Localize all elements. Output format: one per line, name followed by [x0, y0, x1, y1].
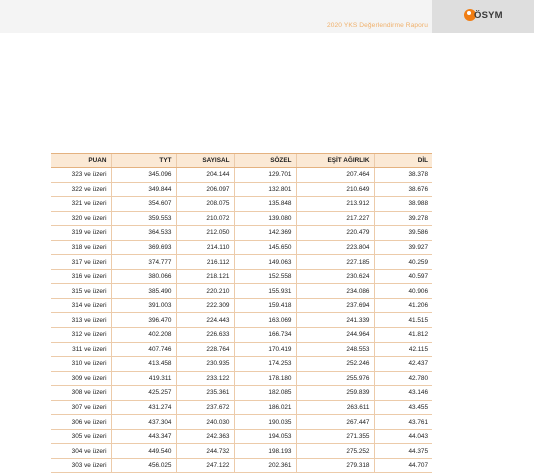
column-header-sayisal: SAYISAL	[176, 154, 234, 168]
cell-esit-agirlik: 248.553	[296, 342, 374, 357]
cell-puan: 314 ve üzeri	[51, 298, 111, 313]
cell-sayisal: 242.363	[176, 429, 234, 444]
cell-tyt: 425.257	[111, 386, 176, 401]
cell-sozel: 139.080	[234, 211, 296, 226]
column-header-esit-agirlik: EŞİT AĞIRLIK	[296, 154, 374, 168]
cell-sozel: 166.734	[234, 328, 296, 343]
cell-sozel: 163.069	[234, 313, 296, 328]
cell-puan: 319 ve üzeri	[51, 226, 111, 241]
cell-esit-agirlik: 255.976	[296, 371, 374, 386]
cell-dil: 43.455	[374, 400, 432, 415]
cell-sozel: 155.931	[234, 284, 296, 299]
cell-tyt: 402.208	[111, 328, 176, 343]
cell-puan: 320 ve üzeri	[51, 211, 111, 226]
cell-dil: 41.515	[374, 313, 432, 328]
cell-tyt: 419.311	[111, 371, 176, 386]
cell-sayisal: 218.121	[176, 269, 234, 284]
table-row	[51, 415, 432, 430]
table-row	[51, 226, 432, 241]
table-row	[51, 458, 432, 473]
cell-sozel: 198.193	[234, 444, 296, 459]
table-row	[51, 328, 432, 343]
cell-sozel: 202.361	[234, 458, 296, 473]
cell-tyt: 449.540	[111, 444, 176, 459]
cell-esit-agirlik: 223.804	[296, 240, 374, 255]
cell-sayisal: 204.144	[176, 168, 234, 183]
cell-tyt: 349.844	[111, 182, 176, 197]
cell-puan: 323 ve üzeri	[51, 168, 111, 183]
table-row	[51, 168, 432, 183]
cell-puan: 322 ve üzeri	[51, 182, 111, 197]
cell-sozel: 159.418	[234, 298, 296, 313]
table-row	[51, 255, 432, 270]
cell-esit-agirlik: 271.355	[296, 429, 374, 444]
cell-tyt: 407.746	[111, 342, 176, 357]
cell-sayisal: 220.210	[176, 284, 234, 299]
cell-tyt: 374.777	[111, 255, 176, 270]
cell-dil: 41.206	[374, 298, 432, 313]
table-body	[51, 168, 432, 473]
cell-tyt: 413.458	[111, 357, 176, 372]
table-header-row	[51, 154, 432, 168]
cell-sayisal: 244.732	[176, 444, 234, 459]
cell-puan: 318 ve üzeri	[51, 240, 111, 255]
cell-dil: 41.812	[374, 328, 432, 343]
cell-dil: 43.146	[374, 386, 432, 401]
cell-sayisal: 240.030	[176, 415, 234, 430]
column-header-sozel: SÖZEL	[234, 154, 296, 168]
cell-dil: 44.043	[374, 429, 432, 444]
cell-tyt: 443.347	[111, 429, 176, 444]
cell-sayisal: 233.122	[176, 371, 234, 386]
cell-dil: 44.375	[374, 444, 432, 459]
cell-tyt: 345.096	[111, 168, 176, 183]
cell-puan: 312 ve üzeri	[51, 328, 111, 343]
cell-dil: 38.988	[374, 197, 432, 212]
cell-sozel: 142.369	[234, 226, 296, 241]
cell-dil: 39.586	[374, 226, 432, 241]
cell-dil: 39.927	[374, 240, 432, 255]
cell-dil: 43.761	[374, 415, 432, 430]
cell-sozel: 145.650	[234, 240, 296, 255]
cell-sayisal: 212.050	[176, 226, 234, 241]
cell-dil: 42.780	[374, 371, 432, 386]
cell-puan: 310 ve üzeri	[51, 357, 111, 372]
table-row	[51, 284, 432, 299]
cell-sayisal: 226.633	[176, 328, 234, 343]
cell-puan: 311 ve üzeri	[51, 342, 111, 357]
cell-esit-agirlik: 230.624	[296, 269, 374, 284]
cell-sayisal: 210.072	[176, 211, 234, 226]
cell-tyt: 380.066	[111, 269, 176, 284]
cell-sozel: 170.419	[234, 342, 296, 357]
cell-sayisal: 216.112	[176, 255, 234, 270]
cell-puan: 304 ve üzeri	[51, 444, 111, 459]
cell-sayisal: 235.361	[176, 386, 234, 401]
cell-dil: 40.597	[374, 269, 432, 284]
cell-esit-agirlik: 210.649	[296, 182, 374, 197]
cell-sayisal: 230.935	[176, 357, 234, 372]
cell-tyt: 385.490	[111, 284, 176, 299]
cell-sozel: 194.053	[234, 429, 296, 444]
cell-sozel: 182.085	[234, 386, 296, 401]
cell-tyt: 364.533	[111, 226, 176, 241]
table-row	[51, 357, 432, 372]
cell-esit-agirlik: 241.339	[296, 313, 374, 328]
cell-dil: 38.676	[374, 182, 432, 197]
table-row	[51, 400, 432, 415]
cell-sayisal: 228.764	[176, 342, 234, 357]
cell-esit-agirlik: 213.912	[296, 197, 374, 212]
cell-sayisal: 208.075	[176, 197, 234, 212]
cell-dil: 40.259	[374, 255, 432, 270]
table-row	[51, 429, 432, 444]
cell-puan: 305 ve üzeri	[51, 429, 111, 444]
cell-dil: 40.906	[374, 284, 432, 299]
cell-tyt: 431.274	[111, 400, 176, 415]
cell-esit-agirlik: 237.694	[296, 298, 374, 313]
cell-esit-agirlik: 234.086	[296, 284, 374, 299]
cell-sozel: 149.063	[234, 255, 296, 270]
table-row	[51, 386, 432, 401]
cell-dil: 39.278	[374, 211, 432, 226]
cell-esit-agirlik: 259.839	[296, 386, 374, 401]
osym-logo-text: ÖSYM	[474, 10, 503, 21]
cell-esit-agirlik: 227.185	[296, 255, 374, 270]
cell-sozel: 178.180	[234, 371, 296, 386]
cell-puan: 317 ve üzeri	[51, 255, 111, 270]
cell-sayisal: 237.672	[176, 400, 234, 415]
cell-puan: 308 ve üzeri	[51, 386, 111, 401]
cell-dil: 42.115	[374, 342, 432, 357]
cell-esit-agirlik: 244.964	[296, 328, 374, 343]
cell-tyt: 391.003	[111, 298, 176, 313]
cell-tyt: 437.304	[111, 415, 176, 430]
cell-dil: 44.707	[374, 458, 432, 473]
cell-puan: 315 ve üzeri	[51, 284, 111, 299]
cell-puan: 306 ve üzeri	[51, 415, 111, 430]
table-row	[51, 197, 432, 212]
table-row	[51, 313, 432, 328]
cell-tyt: 369.693	[111, 240, 176, 255]
cell-sayisal: 222.309	[176, 298, 234, 313]
cell-sozel: 132.801	[234, 182, 296, 197]
cell-puan: 309 ve üzeri	[51, 371, 111, 386]
cell-sozel: 174.253	[234, 357, 296, 372]
cell-sozel: 135.848	[234, 197, 296, 212]
table-row	[51, 240, 432, 255]
cell-sozel: 152.558	[234, 269, 296, 284]
table-row	[51, 298, 432, 313]
column-header-puan: PUAN	[51, 154, 111, 168]
table-row	[51, 342, 432, 357]
cell-sayisal: 224.443	[176, 313, 234, 328]
cell-tyt: 456.025	[111, 458, 176, 473]
cell-puan: 321 ve üzeri	[51, 197, 111, 212]
table-row	[51, 211, 432, 226]
column-header-dil: DİL	[374, 154, 432, 168]
cell-puan: 313 ve üzeri	[51, 313, 111, 328]
cell-dil: 38.378	[374, 168, 432, 183]
cell-esit-agirlik: 252.246	[296, 357, 374, 372]
cell-esit-agirlik: 267.447	[296, 415, 374, 430]
cell-esit-agirlik: 279.318	[296, 458, 374, 473]
cell-sayisal: 247.122	[176, 458, 234, 473]
cell-sayisal: 214.110	[176, 240, 234, 255]
cell-esit-agirlik: 220.479	[296, 226, 374, 241]
cell-sayisal: 206.097	[176, 182, 234, 197]
cell-puan: 303 ve üzeri	[51, 458, 111, 473]
cell-sozel: 190.035	[234, 415, 296, 430]
cell-sozel: 129.701	[234, 168, 296, 183]
table-row	[51, 182, 432, 197]
cell-esit-agirlik: 263.611	[296, 400, 374, 415]
cell-sozel: 186.021	[234, 400, 296, 415]
cell-dil: 42.437	[374, 357, 432, 372]
cell-tyt: 359.553	[111, 211, 176, 226]
table-row	[51, 371, 432, 386]
cell-puan: 307 ve üzeri	[51, 400, 111, 415]
cell-esit-agirlik: 275.252	[296, 444, 374, 459]
table-row	[51, 444, 432, 459]
cell-tyt: 354.607	[111, 197, 176, 212]
table-row	[51, 269, 432, 284]
cell-tyt: 396.470	[111, 313, 176, 328]
cell-puan: 316 ve üzeri	[51, 269, 111, 284]
cell-esit-agirlik: 217.227	[296, 211, 374, 226]
column-header-tyt: TYT	[111, 154, 176, 168]
score-distribution-table	[51, 153, 432, 473]
report-title: 2020 YKS Değerlendirme Raporu	[326, 22, 428, 29]
cell-esit-agirlik: 207.464	[296, 168, 374, 183]
